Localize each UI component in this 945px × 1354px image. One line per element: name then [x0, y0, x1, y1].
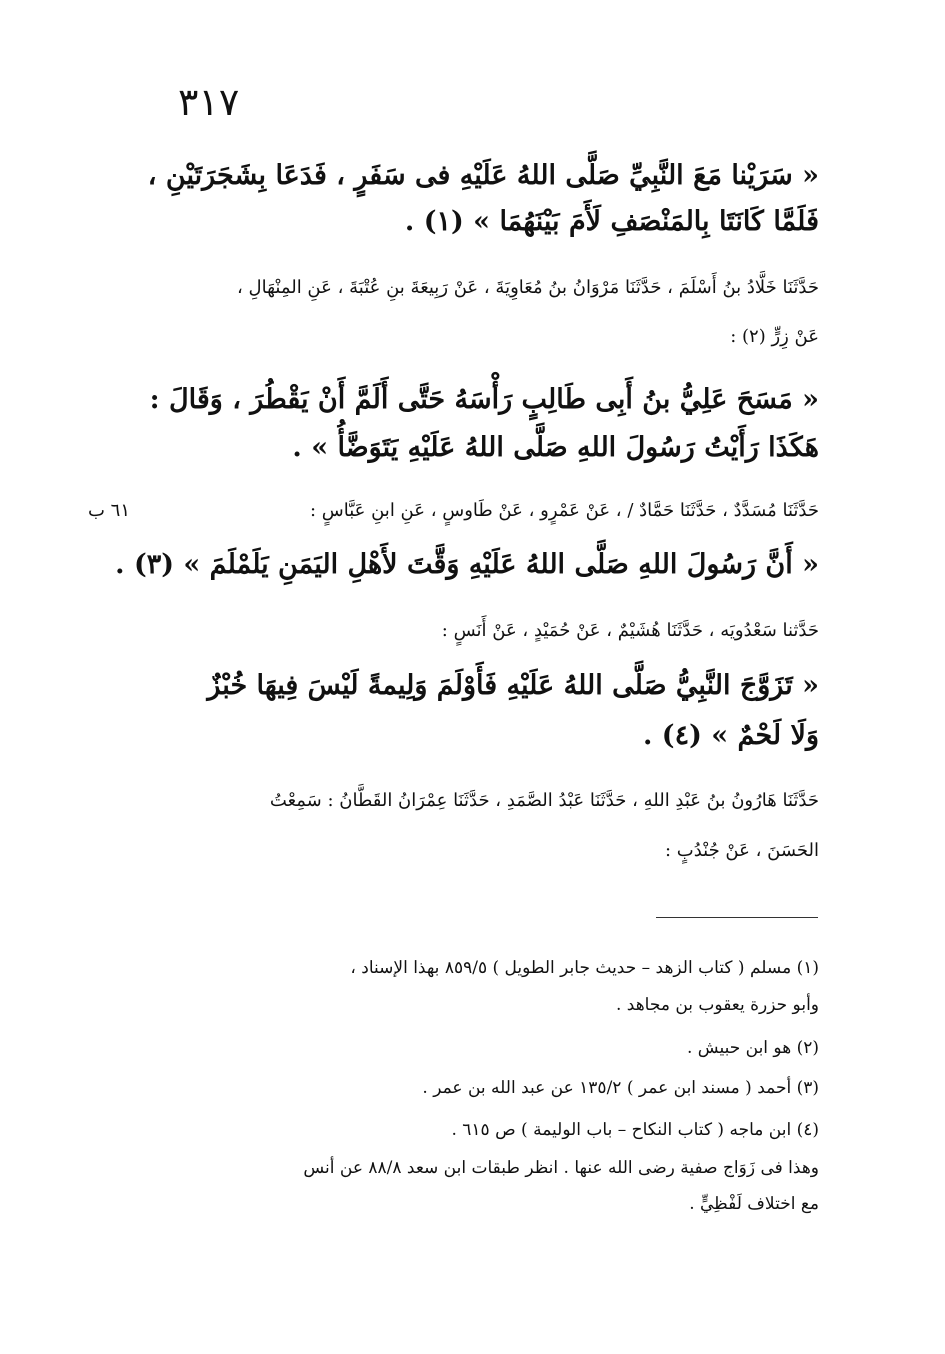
footnote-line: مع اختلاف لَفْظِيٍّ .: [689, 1194, 819, 1214]
hadith-line: هَكَذَا رَأَيْتُ رَسُولَ اللهِ صَلَّى اللهُ عَلَيْهِ يَتَوَضَّأُ » .: [292, 432, 819, 463]
footnote-line: (٢) هو ابن حبيش .: [686, 1038, 819, 1058]
footnote-line: وأبو حزرة يعقوب بن مجاهد .: [615, 995, 819, 1015]
hadith-line: « سَرَيْنا مَعَ النَّبِيِّ صَلَّى اللهُ عَلَيْهِ فى سَفَرٍ ، فَدَعَا بِشَجَرَتَيْنِ ،: [147, 160, 819, 191]
footnote-line: (٤) ابن ماجه ( كتاب النكاح – باب الوليمة ) ص ٦١٥ .: [451, 1120, 819, 1140]
footnote-line: (٣) أحمد ( مسند ابن عمر ) ١٣٥/٢ عن عبد الله بن عمر .: [422, 1078, 819, 1098]
margin-folio-note: ٦١ ب: [88, 500, 131, 521]
isnad-line: عَنْ زِرٍّ (٢) :: [730, 326, 819, 347]
isnad-line: حَدَّثَنَا مُسَدَّدٌ ، حَدَّثَنَا حَمَّادٌ / ، عَنْ عَمْرٍو ، عَنْ طَاوسٍ ، عَنِ ابنِ عَبَّاسٍ :: [309, 500, 819, 521]
hadith-line: فَلَمَّا كَانَتَا بِالمَنْصَفِ لَأَمَ بَيْنَهُمَا » (١) .: [404, 206, 819, 237]
hadith-line: « تَزَوَّجَ النَّبِيُّ صَلَّى اللهُ عَلَيْهِ فَأَوْلَمَ وَلِيمةً لَيْسَ فِيهَا خُبْزٌ: [207, 670, 819, 701]
isnad-line: الحَسَنَ ، عَنْ جُنْدُبٍ :: [664, 840, 819, 861]
page-number: ٣١٧: [178, 80, 240, 124]
isnad-line: حَدَّثَنَا خَلَّادُ بنُ أَسْلَمَ ، حَدَّثَنَا مَرْوَانُ بنُ مُعَاوِيَةَ ، عَنْ رَبِيعَةَ بنِ عُتْبَةَ ، عَنِ المِنْهَالِ ،: [237, 277, 819, 298]
footnote-line: وهذا فى زَوَاج صفية رضى الله عنها . انظر طبقات ابن سعد ٨٨/٨ عن أنس: [303, 1158, 819, 1178]
hadith-line: « أَنَّ رَسُولَ اللهِ صَلَّى اللهُ عَلَيْهِ وَقَّتَ لأَهْلِ اليَمَنِ يَلَمْلَمَ » (٣) .: [115, 549, 819, 580]
isnad-line: حَدَّثنا سَعْدُويَه ، حَدَّثَنَا هُشَيْمٌ ، عَنْ حُمَيْدٍ ، عَنْ أَنَسٍ :: [441, 620, 819, 641]
footnote-line: (١) مسلم ( كتاب الزهد – حديث جابر الطويل ) ٨٥٩/٥ بهذا الإسناد ،: [350, 958, 819, 978]
hadith-line: وَلَا لَحْمٌ » (٤) .: [642, 720, 819, 751]
footnote-separator: [656, 917, 818, 918]
isnad-line: حَدَّثَنَا هَارُونُ بنُ عَبْدِ اللهِ ، حَدَّثَنَا عَبْدُ الصَّمَدِ ، حَدَّثَنَا عِمْرَانُ القَطَّانُ : سَمِعْتُ: [269, 790, 819, 811]
hadith-line: « مَسَحَ عَلِيُّ بنُ أَبِى طَالِبٍ رَأْسَهُ حَتَّى أَلَمَّ أَنْ يَقْطُرَ ، وَقَالَ :: [149, 384, 819, 415]
